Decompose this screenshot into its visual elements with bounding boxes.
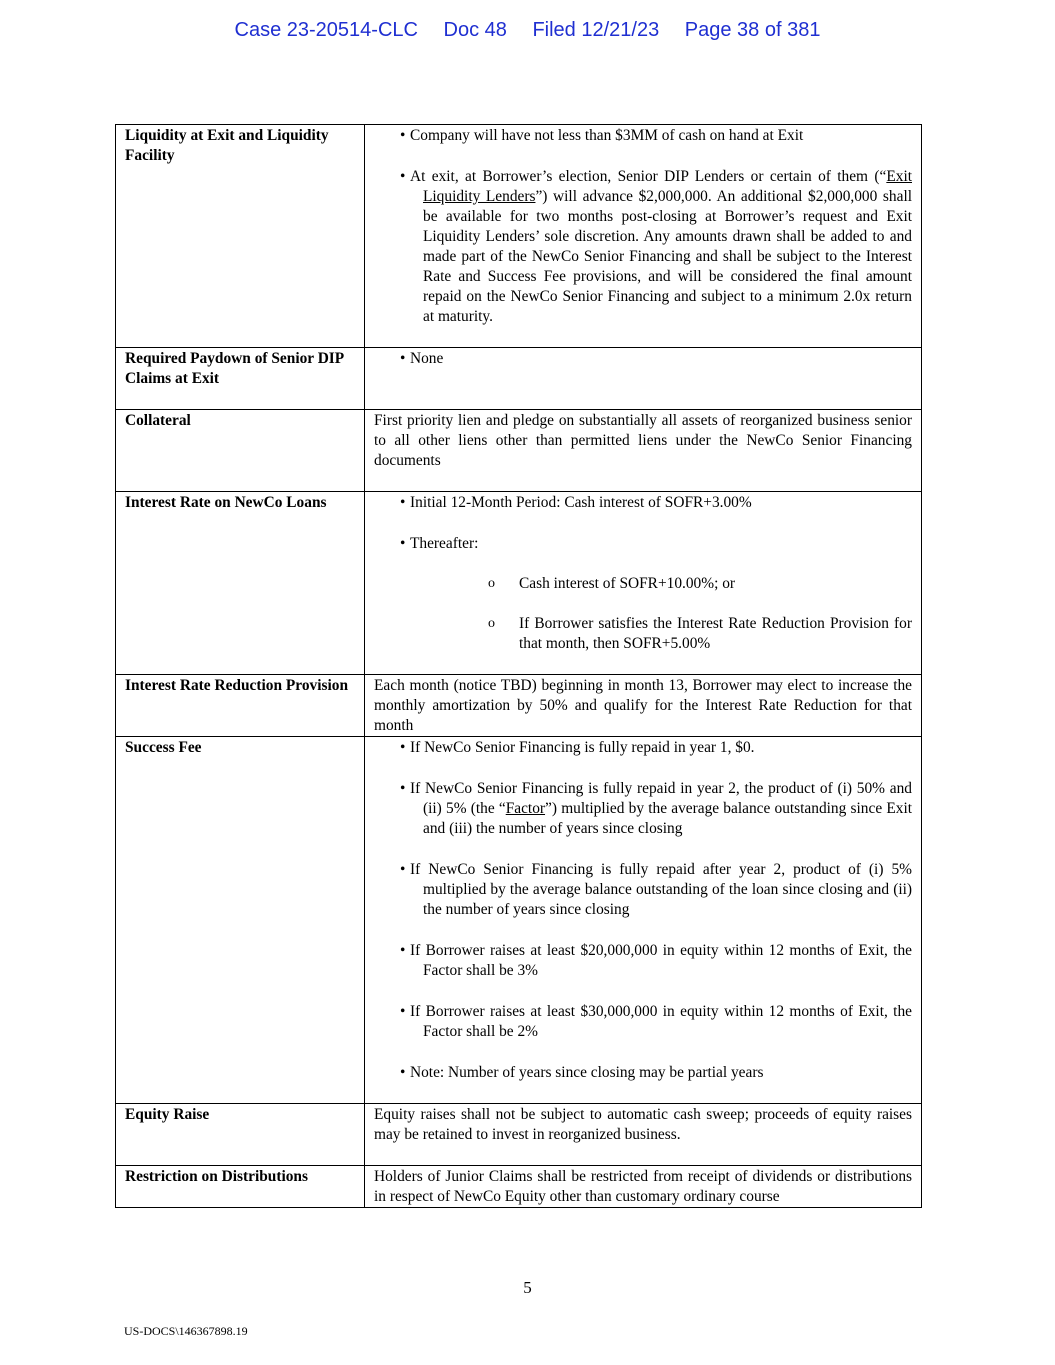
row-content: Each month (notice TBD) beginning in month 13, Borrower may elect to increase the monthly amortization by 50% and qualify for the Interest Rate Reduction for that month (365, 675, 922, 737)
list-item: • If NewCo Senior Financing is fully repaid after year 2, product of (i) 5% multiplied by the average balance outstanding of the loan since closing and (ii) the number of years since closing (405, 860, 912, 920)
list-item: • Initial 12-Month Period: Cash interest of SOFR+3.00% (405, 493, 912, 513)
list-item: • At exit, at Borrower’s election, Senior DIP Lenders or certain of them (“Exit Liquidity Lenders”) will advance $2,000,000. An additional $2,000,000 shall be available for two months post-closing at Borrower’s request and Exit Liquidity Lenders’ sole discretion. Any amounts drawn shall be added to and made part of the NewCo Senior Financing and shall be subject to the Interest Rate and Success Fee provisions, and will be considered the final amount repaid on the NewCo Senior Financing and subject to a minimum 2.0x return at maturity. (405, 167, 912, 327)
case-number: Case 23-20514-CLC (234, 19, 418, 41)
sub-list-item: o Cash interest of SOFR+10.00%; or (488, 574, 912, 594)
document-id: US-DOCS\146367898.19 (124, 1324, 248, 1338)
table-row (116, 410, 922, 492)
page-of-total: Page 38 of 381 (684, 19, 821, 41)
list-item: • If Borrower raises at least $20,000,000 in equity within 12 months of Exit, the Factor shall be 3% (405, 941, 912, 981)
filed-date: Filed 12/21/23 (532, 19, 660, 41)
row-label: Collateral (116, 410, 365, 492)
list-item: • None (405, 349, 912, 369)
table-row (116, 737, 922, 1104)
table-row (116, 675, 922, 737)
defined-term: Exit Liquidity Lenders (423, 168, 912, 205)
row-label: Interest Rate on NewCo Loans (116, 492, 365, 675)
term-sheet-table (115, 124, 922, 1208)
sub-list-item: o If Borrower satisfies the Interest Rate Reduction Provision for that month, then SOFR+5.00% (488, 614, 912, 654)
list-item: • If NewCo Senior Financing is fully repaid in year 2, the product of (i) 50% and (ii) 5% (the “Factor”) multiplied by the average balance outstanding since Exit and (iii) the number of years since closing (405, 779, 912, 839)
row-content: Holders of Junior Claims shall be restricted from receipt of dividends or distributions in respect of NewCo Equity other than customary ordinary course (365, 1166, 922, 1208)
table-row (116, 1104, 922, 1166)
doc-number: Doc 48 (443, 19, 507, 41)
page-number: 5 (523, 1278, 532, 1297)
row-label: Restriction on Distributions (116, 1166, 365, 1208)
defined-term: Factor (505, 800, 546, 817)
table-row (116, 1166, 922, 1208)
row-content (365, 125, 922, 348)
row-content: Equity raises shall not be subject to automatic cash sweep; proceeds of equity raises may be retained to invest in reorganized business. (365, 1104, 922, 1166)
row-content (365, 492, 922, 675)
row-content (365, 737, 922, 1104)
row-label: Liquidity at Exit and Liquidity Facility (116, 125, 365, 348)
list-item: • Company will have not less than $3MM of cash on hand at Exit (405, 126, 912, 146)
list-item: • Note: Number of years since closing may be partial years (405, 1063, 912, 1083)
list-item: • If Borrower raises at least $30,000,000 in equity within 12 months of Exit, the Factor shall be 2% (405, 1002, 912, 1042)
list-item: • If NewCo Senior Financing is fully repaid in year 1, $0. (405, 738, 912, 758)
table-row (116, 125, 922, 348)
table-row (116, 348, 922, 410)
row-label: Success Fee (116, 737, 365, 1104)
row-label: Interest Rate Reduction Provision (116, 675, 365, 737)
filing-header (0, 19, 1055, 42)
row-label: Required Paydown of Senior DIP Claims at Exit (116, 348, 365, 410)
row-label: Equity Raise (116, 1104, 365, 1166)
row-content (365, 348, 922, 410)
table-row (116, 492, 922, 675)
list-item: • Thereafter: o Cash interest of SOFR+10.00%; or o If Borrower satisfies the Interest Rate Reduction Provision for that month, then SOFR+5.00% (405, 534, 912, 654)
row-content: First priority lien and pledge on substantially all assets of reorganized business senior to all other liens other than permitted liens under the NewCo Senior Financing documents (365, 410, 922, 492)
